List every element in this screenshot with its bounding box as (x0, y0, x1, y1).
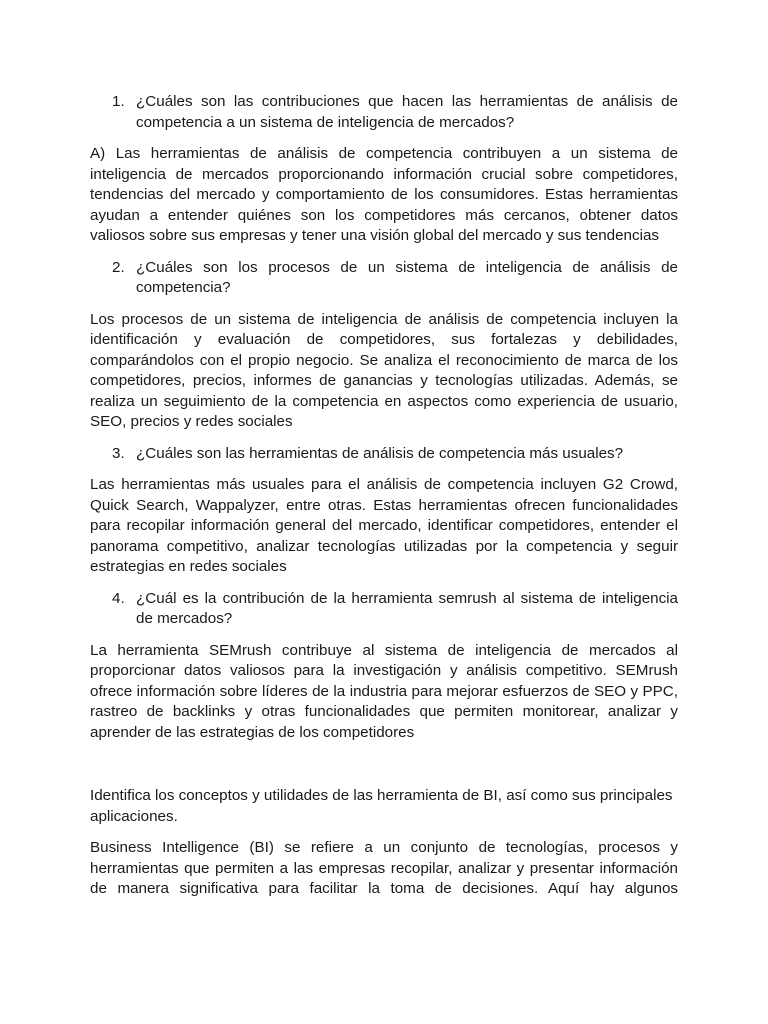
section-heading: Identifica los conceptos y utilidades de las herramienta de BI, así como sus principales aplicaciones. (90, 787, 673, 825)
question-text: ¿Cuál es la contribución de la herramienta semrush al sistema de inteligencia de mercados? (136, 589, 678, 627)
answer-3: Las herramientas más usuales para el análisis de competencia incluyen G2 Crowd, Quick Search, Wappalyzer, entre otras. Estas herramientas ofrecen funcionalidades para recopilar información general del mercado, identificar competidores, entender el panorama competitivo, analizar tecnologías utilizadas por la competencia y seguir estrategias en redes sociales (90, 476, 678, 575)
question-1 (90, 92, 678, 133)
answer-2: Los procesos de un sistema de inteligencia de análisis de competencia incluyen la identificación y evaluación de competidores, sus fortalezas y debilidades, comparándolos con el propio negocio. Se analiza el reconocimiento de marca de los competidores, precios, informes de ganancias y tecnologías utilizadas. Además, se realiza un seguimiento de la competencia en aspectos como experiencia de usuario, SEO, precios y redes sociales (90, 310, 678, 430)
question-number: 4. (112, 589, 125, 607)
question-3 (90, 444, 678, 465)
question-number: 1. (112, 93, 125, 110)
question-text: ¿Cuáles son los procesos de un sistema de inteligencia de análisis de competencia? (136, 258, 678, 296)
answer-1: A) Las herramientas de análisis de competencia contribuyen a un sistema de inteligencia de mercados proporcionando información crucial sobre competidores, tendencias del mercado y comportamiento de los consumidores. Estas herramientas ayudan a entender quiénes son los competidores más cercanos, obtener datos valiosos sobre sus empresas y tener una visión global del mercado y sus tendencias (90, 145, 678, 244)
answer-4: La herramienta SEMrush contribuye al sistema de inteligencia de mercados al proporcionar datos valiosos para la investigación y análisis competitivo. SEMrush ofrece información sobre líderes de la industria para mejorar esfuerzos de SEO y PPC, rastreo de backlinks y otras funcionalidades que permiten monitorear, analizar y aprender de las estrategias de los competidores (90, 641, 678, 741)
blank-space (90, 754, 678, 786)
question-text: ¿Cuáles son las contribuciones que hacen las herramientas de análisis de competencia a un sistema de inteligencia de mercados? (136, 93, 678, 131)
question-text: ¿Cuáles son las herramientas de análisis de competencia más usuales? (136, 444, 624, 462)
question-number: 2. (112, 258, 125, 276)
question-2 (90, 258, 678, 299)
question-4 (90, 589, 678, 630)
document-content (90, 92, 678, 911)
section-body: Business Intelligence (BI) se refiere a un conjunto de tecnologías, procesos y herramientas que permiten a las empresas recopilar, analizar y presentar información de manera significativa para facilitar la toma de decisiones. Aquí hay algunos (90, 839, 678, 897)
question-number: 3. (112, 444, 125, 462)
